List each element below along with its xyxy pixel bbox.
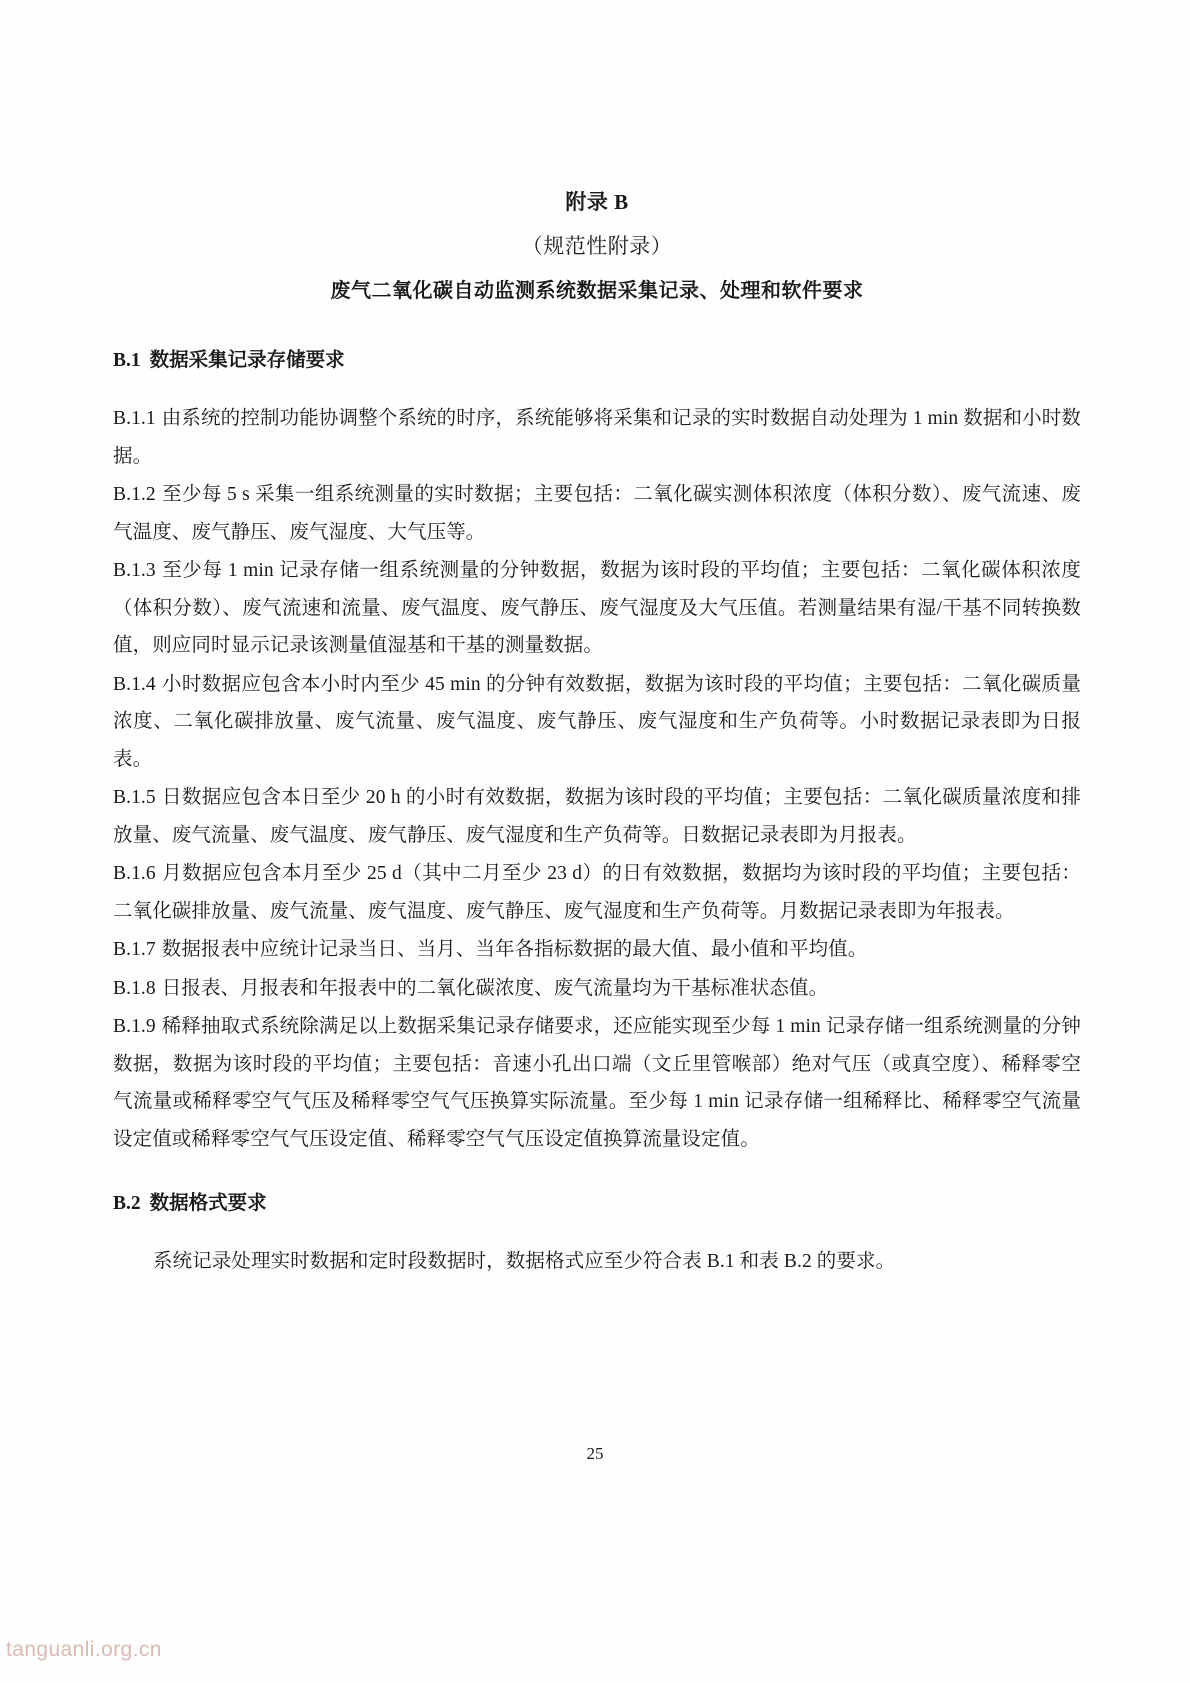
paragraph-label-b1-6: B.1.6: [113, 863, 156, 884]
paragraph-text-b1-9: 稀释抽取式系统除满足以上数据采集记录存储要求，还应能实现至少每 1 min 记录存储一组系统测量的分钟数据，数据为该时段的平均值；主要包括：音速小孔出口端（文丘里管喉部）绝对气压（或真空度）、稀释零空气流量或稀释零空气气压及稀释零空气气压换算实际流量。至少每 1 min 记录存储一组稀释比、稀释零空气流量设定值或稀释零空气气压设定值、稀释零空气气压设定值换算流量设定值。: [113, 1016, 1081, 1150]
page-content: [113, 185, 1081, 1282]
paragraph-text-b2-body: 系统记录处理实时数据和定时段数据时，数据格式应至少符合表 B.1 和表 B.2 的要求。: [153, 1251, 896, 1272]
section-number-b1: B.1: [113, 350, 141, 371]
paragraph-b1-2: [113, 476, 1081, 551]
paragraph-b1-1: [113, 400, 1081, 475]
section-number-b2: B.2: [113, 1193, 141, 1214]
paragraph-label-b1-3: B.1.3: [113, 560, 156, 581]
site-watermark: tanguanli.org.cn: [6, 1638, 162, 1661]
paragraph-b1-5: [113, 779, 1081, 854]
section-heading-b1: [113, 345, 1081, 376]
paragraph-b1-3: [113, 552, 1081, 665]
section-title-b2: 数据格式要求: [149, 1192, 267, 1214]
section-heading-b2: [113, 1188, 1081, 1219]
paragraph-label-b1-1: B.1.1: [113, 408, 156, 429]
section-title-b1: 数据采集记录存储要求: [149, 349, 345, 371]
paragraph-text-b1-5: 日数据应包含本日至少 20 h 的小时有效数据，数据为该时段的平均值；主要包括：二氧化碳质量浓度和排放量、废气流量、废气温度、废气静压、废气湿度和生产负荷等。日数据记录表即为月报表。: [113, 787, 1081, 846]
paragraph-text-b1-4: 小时数据应包含本小时内至少 45 min 的分钟有效数据，数据为该时段的平均值；主要包括：二氧化碳质量浓度、二氧化碳排放量、废气流量、废气温度、废气静压、废气湿度和生产负荷等。小时数据记录表即为日报表。: [113, 673, 1081, 770]
paragraph-label-b1-9: B.1.9: [113, 1016, 156, 1037]
paragraph-text-b1-3: 至少每 1 min 记录存储一组系统测量的分钟数据，数据为该时段的平均值；主要包括：二氧化碳体积浓度（体积分数）、废气流速和流量、废气温度、废气静压、废气湿度及大气压值。若测量结果有湿/干基不同转换数值，则应同时显示记录该测量值湿基和干基的测量数据。: [113, 560, 1081, 656]
paragraph-text-b1-8: 日报表、月报表和年报表中的二氧化碳浓度、废气流量均为干基标准状态值。: [161, 977, 829, 999]
paragraph-text-b1-7: 数据报表中应统计记录当日、当月、当年各指标数据的最大值、最小值和平均值。: [161, 939, 868, 960]
page-number: 25: [586, 1444, 604, 1463]
paragraph-text-b1-2: 至少每 5 s 采集一组系统测量的实时数据；主要包括：二氧化碳实测体积浓度（体积分数）、废气流速、废气温度、废气静压、废气湿度、大气压等。: [113, 484, 1081, 543]
paragraph-b1-8: [113, 970, 1081, 1008]
paragraph-text-b1-1: 由系统的控制功能协调整个系统的时序，系统能够将采集和记录的实时数据自动处理为 1 min 数据和小时数据。: [113, 408, 1081, 467]
paragraph-b1-4: [113, 666, 1081, 779]
paragraph-label-b1-4: B.1.4: [113, 673, 156, 695]
paragraph-label-b1-2: B.1.2: [113, 484, 156, 505]
paragraph-label-b1-7: B.1.7: [113, 939, 156, 960]
paragraph-b1-9: [113, 1008, 1081, 1158]
paragraph-label-b1-8: B.1.8: [113, 977, 156, 999]
appendix-title: 附录 B: [565, 190, 629, 214]
appendix-kind-label: （规范性附录）: [521, 235, 673, 258]
appendix-subject-title: 废气二氧化碳自动监测系统数据采集记录、处理和软件要求: [330, 280, 864, 302]
paragraph-text-b1-6: 月数据应包含本月至少 25 d（其中二月至少 23 d）的日有效数据，数据均为该时段的平均值；主要包括：二氧化碳排放量、废气流量、废气温度、废气静压、废气湿度和生产负荷等。月数据记录表即为年报表。: [113, 863, 1081, 922]
paragraph-b2-body: [113, 1243, 1081, 1281]
paragraph-b1-6: [113, 855, 1081, 930]
paragraph-b1-7: [113, 931, 1081, 969]
paragraph-label-b1-5: B.1.5: [113, 787, 156, 808]
